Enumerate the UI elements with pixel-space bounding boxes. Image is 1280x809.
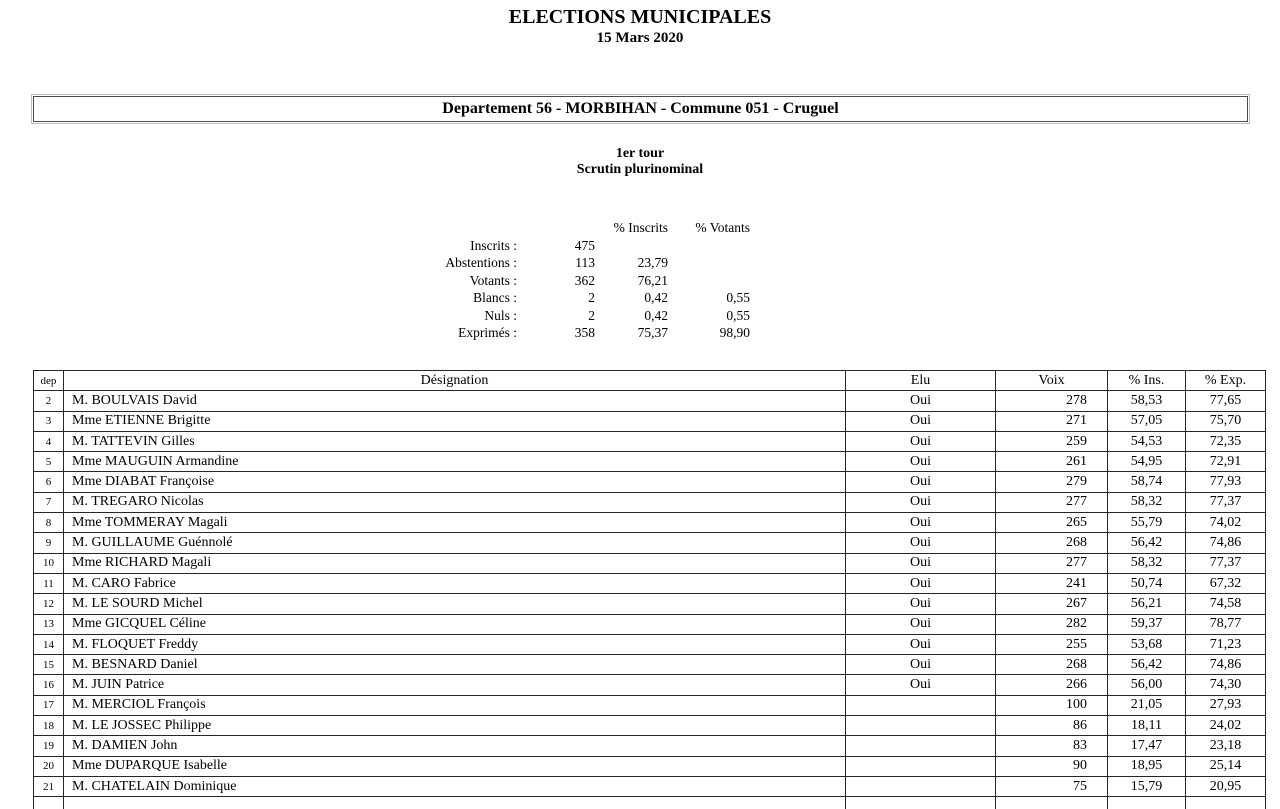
candidate-name: M. TATTEVIN Gilles — [64, 431, 846, 451]
candidate-number: 10 — [34, 553, 64, 573]
candidate-number: 3 — [34, 411, 64, 431]
pct-inscrits-value: 21,05 — [1108, 695, 1186, 715]
pct-inscrits-value: 58,74 — [1108, 472, 1186, 492]
table-row — [34, 431, 1266, 451]
votes-count: 86 — [996, 716, 1108, 736]
candidate-number: 19 — [34, 736, 64, 756]
pct-inscrits-value: 18,95 — [1108, 756, 1186, 776]
elected-flag — [846, 776, 996, 796]
candidate-number: 4 — [34, 431, 64, 451]
pct-inscrits-value: 56,42 — [1108, 533, 1186, 553]
table-row — [34, 695, 1266, 715]
table-row — [34, 736, 1266, 756]
summary-label: Abstentions : — [445, 255, 517, 270]
pct-exprimes-value: 74,58 — [1186, 594, 1266, 614]
candidate-name: M. CARO Fabrice — [64, 573, 846, 593]
col-header-elu: Elu — [846, 371, 996, 391]
votes-count: 83 — [996, 736, 1108, 756]
summary-pct-inscrits: 23,79 — [637, 255, 668, 270]
table-row — [34, 391, 1266, 411]
candidate-number: 18 — [34, 716, 64, 736]
table-row — [34, 716, 1266, 736]
votes-count: 261 — [996, 452, 1108, 472]
summary-row — [377, 307, 750, 325]
votes-count: 255 — [996, 634, 1108, 654]
candidate-number: 12 — [34, 594, 64, 614]
votes-count: 241 — [996, 573, 1108, 593]
elected-flag — [846, 695, 996, 715]
summary-value: 358 — [574, 325, 595, 340]
summary-pct-votants — [668, 272, 750, 290]
col-header-pct-ins: % Ins. — [1108, 371, 1186, 391]
summary-pct-votants — [668, 254, 750, 272]
pct-exprimes-value: 27,93 — [1186, 695, 1266, 715]
pct-inscrits-value: 54,53 — [1108, 431, 1186, 451]
pct-inscrits-value: 50,74 — [1108, 573, 1186, 593]
pct-exprimes-value: 72,91 — [1186, 452, 1266, 472]
round-block — [0, 146, 1280, 178]
summary-pct-inscrits: 0,42 — [644, 290, 668, 305]
votes-count: 279 — [996, 472, 1108, 492]
candidate-number: 6 — [34, 472, 64, 492]
elected-flag: Oui — [846, 472, 996, 492]
summary-pct-inscrits: 0,42 — [644, 307, 668, 323]
summary-row — [377, 237, 750, 255]
pct-exprimes-value: 72,35 — [1186, 431, 1266, 451]
candidate-name: M. LE JOSSEC Philippe — [64, 716, 846, 736]
elected-flag — [846, 716, 996, 736]
elected-flag: Oui — [846, 614, 996, 634]
elected-flag: Oui — [846, 655, 996, 675]
candidate-number: 20 — [34, 756, 64, 776]
col-header-pct-exp: % Exp. — [1186, 371, 1266, 391]
pct-exprimes-value: 20,95 — [1186, 776, 1266, 796]
summary-col-header-inscrits: % Inscrits — [613, 220, 668, 235]
candidate-name: M. MERCIOL François — [64, 695, 846, 715]
summary-label: Votants : — [469, 272, 517, 288]
summary-value: 2 — [588, 290, 595, 305]
votes-count: 268 — [996, 533, 1108, 553]
elected-flag: Oui — [846, 553, 996, 573]
table-row — [34, 675, 1266, 695]
col-header-dep: dep — [34, 371, 64, 391]
pct-inscrits-value: 56,21 — [1108, 594, 1186, 614]
pct-inscrits-value: 17,47 — [1108, 736, 1186, 756]
round-label: 1er tour — [615, 146, 665, 161]
votes-count: 277 — [996, 553, 1108, 573]
pct-exprimes-value: 25,14 — [1186, 756, 1266, 776]
pct-inscrits-value: 57,05 — [1108, 411, 1186, 431]
summary-label: Nuls : — [484, 307, 517, 323]
summary-pct-inscrits — [595, 237, 668, 255]
pct-inscrits-value: 56,42 — [1108, 655, 1186, 675]
candidate-name: Mme ETIENNE Brigitte — [64, 411, 846, 431]
elected-flag: Oui — [846, 492, 996, 512]
summary-label: Blancs : — [473, 290, 517, 305]
elected-flag — [846, 736, 996, 756]
votes-count: 268 — [996, 655, 1108, 675]
candidate-number: 13 — [34, 614, 64, 634]
summary-row — [377, 254, 750, 272]
table-row — [34, 594, 1266, 614]
elected-flag: Oui — [846, 594, 996, 614]
candidate-number: 14 — [34, 634, 64, 654]
pct-inscrits-value: 59,37 — [1108, 614, 1186, 634]
table-row — [34, 492, 1266, 512]
pct-exprimes-value: 23,18 — [1186, 736, 1266, 756]
candidate-number: 17 — [34, 695, 64, 715]
summary-value: 2 — [588, 307, 595, 323]
candidate-name: Mme MAUGUIN Armandine — [64, 452, 846, 472]
results-header-row — [34, 371, 1266, 391]
summary-pct-votants: 98,90 — [719, 325, 750, 340]
pct-exprimes-value: 75,70 — [1186, 411, 1266, 431]
summary-pct-inscrits: 76,21 — [637, 272, 668, 288]
summary-value: 475 — [574, 237, 595, 253]
turnout-summary — [377, 219, 750, 342]
table-row — [34, 756, 1266, 776]
elected-flag: Oui — [846, 452, 996, 472]
elected-flag: Oui — [846, 391, 996, 411]
candidate-number: 2 — [34, 391, 64, 411]
table-row — [34, 533, 1266, 553]
elected-flag: Oui — [846, 573, 996, 593]
results-table-body — [34, 391, 1266, 797]
table-row — [34, 776, 1266, 796]
doc-date: 15 Mars 2020 — [596, 30, 684, 46]
elected-flag: Oui — [846, 431, 996, 451]
department-banner: Departement 56 - MORBIHAN - Commune 051 - Cruguel — [33, 96, 1248, 122]
summary-col-header-votants: % Votants — [695, 220, 750, 235]
pct-inscrits-value: 58,53 — [1108, 391, 1186, 411]
table-row — [34, 452, 1266, 472]
candidate-name: Mme GICQUEL Céline — [64, 614, 846, 634]
summary-value: 113 — [575, 255, 595, 270]
candidate-number: 21 — [34, 776, 64, 796]
summary-label: Exprimés : — [458, 325, 517, 340]
summary-pct-votants — [668, 237, 750, 255]
pct-exprimes-value: 77,93 — [1186, 472, 1266, 492]
table-row — [34, 573, 1266, 593]
table-row — [34, 634, 1266, 654]
ballot-type-label: Scrutin plurinominal — [576, 162, 704, 177]
elected-flag: Oui — [846, 411, 996, 431]
votes-count: 259 — [996, 431, 1108, 451]
candidate-name: M. DAMIEN John — [64, 736, 846, 756]
summary-label: Inscrits : — [470, 237, 517, 253]
votes-count: 266 — [996, 675, 1108, 695]
summary-row — [377, 272, 750, 290]
candidate-name: M. BOULVAIS David — [64, 391, 846, 411]
pct-exprimes-value: 77,37 — [1186, 553, 1266, 573]
pct-exprimes-value: 67,32 — [1186, 573, 1266, 593]
pct-inscrits-value: 58,32 — [1108, 492, 1186, 512]
candidate-number: 8 — [34, 513, 64, 533]
candidate-number: 16 — [34, 675, 64, 695]
candidate-name: M. FLOQUET Freddy — [64, 634, 846, 654]
candidate-number: 7 — [34, 492, 64, 512]
elected-flag: Oui — [846, 634, 996, 654]
votes-count: 277 — [996, 492, 1108, 512]
summary-row — [377, 324, 750, 342]
candidate-number: 9 — [34, 533, 64, 553]
candidate-number: 15 — [34, 655, 64, 675]
candidate-name: Mme DIABAT Françoise — [64, 472, 846, 492]
candidate-name: Mme TOMMERAY Magali — [64, 513, 846, 533]
pct-inscrits-value: 58,32 — [1108, 553, 1186, 573]
summary-pct-inscrits: 75,37 — [637, 325, 668, 340]
candidate-name: M. TREGARO Nicolas — [64, 492, 846, 512]
candidate-number: 5 — [34, 452, 64, 472]
candidate-name: Mme RICHARD Magali — [64, 553, 846, 573]
elected-flag: Oui — [846, 533, 996, 553]
pct-inscrits-value: 56,00 — [1108, 675, 1186, 695]
pct-inscrits-value: 18,11 — [1108, 716, 1186, 736]
candidate-name: M. BESNARD Daniel — [64, 655, 846, 675]
table-row — [34, 553, 1266, 573]
pct-exprimes-value: 78,77 — [1186, 614, 1266, 634]
votes-count: 75 — [996, 776, 1108, 796]
table-row — [34, 513, 1266, 533]
table-row — [34, 655, 1266, 675]
pct-exprimes-value: 77,65 — [1186, 391, 1266, 411]
pct-inscrits-value: 53,68 — [1108, 634, 1186, 654]
summary-header-row — [377, 219, 750, 237]
col-header-designation: Désignation — [64, 371, 846, 391]
col-header-voix: Voix — [996, 371, 1108, 391]
pct-exprimes-value: 74,86 — [1186, 533, 1266, 553]
candidate-name: M. GUILLAUME Guénnolé — [64, 533, 846, 553]
results-table — [33, 370, 1266, 809]
summary-rows — [377, 237, 750, 342]
elected-flag: Oui — [846, 675, 996, 695]
elected-flag: Oui — [846, 513, 996, 533]
votes-count: 100 — [996, 695, 1108, 715]
votes-count: 282 — [996, 614, 1108, 634]
pct-exprimes-value: 71,23 — [1186, 634, 1266, 654]
pct-exprimes-value: 77,37 — [1186, 492, 1266, 512]
votes-count: 271 — [996, 411, 1108, 431]
summary-pct-votants: 0,55 — [726, 290, 750, 305]
votes-count: 278 — [996, 391, 1108, 411]
pct-inscrits-value: 54,95 — [1108, 452, 1186, 472]
candidate-name: M. JUIN Patrice — [64, 675, 846, 695]
candidate-number: 11 — [34, 573, 64, 593]
summary-pct-votants: 0,55 — [726, 307, 750, 323]
table-row — [34, 411, 1266, 431]
votes-count: 90 — [996, 756, 1108, 776]
candidate-name: M. LE SOURD Michel — [64, 594, 846, 614]
table-row — [34, 614, 1266, 634]
partial-next-row — [34, 797, 1266, 809]
summary-row — [377, 289, 750, 307]
doc-title: ELECTIONS MUNICIPALES — [508, 6, 772, 28]
pct-exprimes-value: 74,30 — [1186, 675, 1266, 695]
pct-inscrits-value: 55,79 — [1108, 513, 1186, 533]
candidate-name: M. CHATELAIN Dominique — [64, 776, 846, 796]
pct-inscrits-value: 15,79 — [1108, 776, 1186, 796]
elected-flag — [846, 756, 996, 776]
summary-value: 362 — [574, 272, 595, 288]
pct-exprimes-value: 74,86 — [1186, 655, 1266, 675]
pct-exprimes-value: 24,02 — [1186, 716, 1266, 736]
candidate-name: Mme DUPARQUE Isabelle — [64, 756, 846, 776]
table-row — [34, 472, 1266, 492]
votes-count: 265 — [996, 513, 1108, 533]
pct-exprimes-value: 74,02 — [1186, 513, 1266, 533]
votes-count: 267 — [996, 594, 1108, 614]
